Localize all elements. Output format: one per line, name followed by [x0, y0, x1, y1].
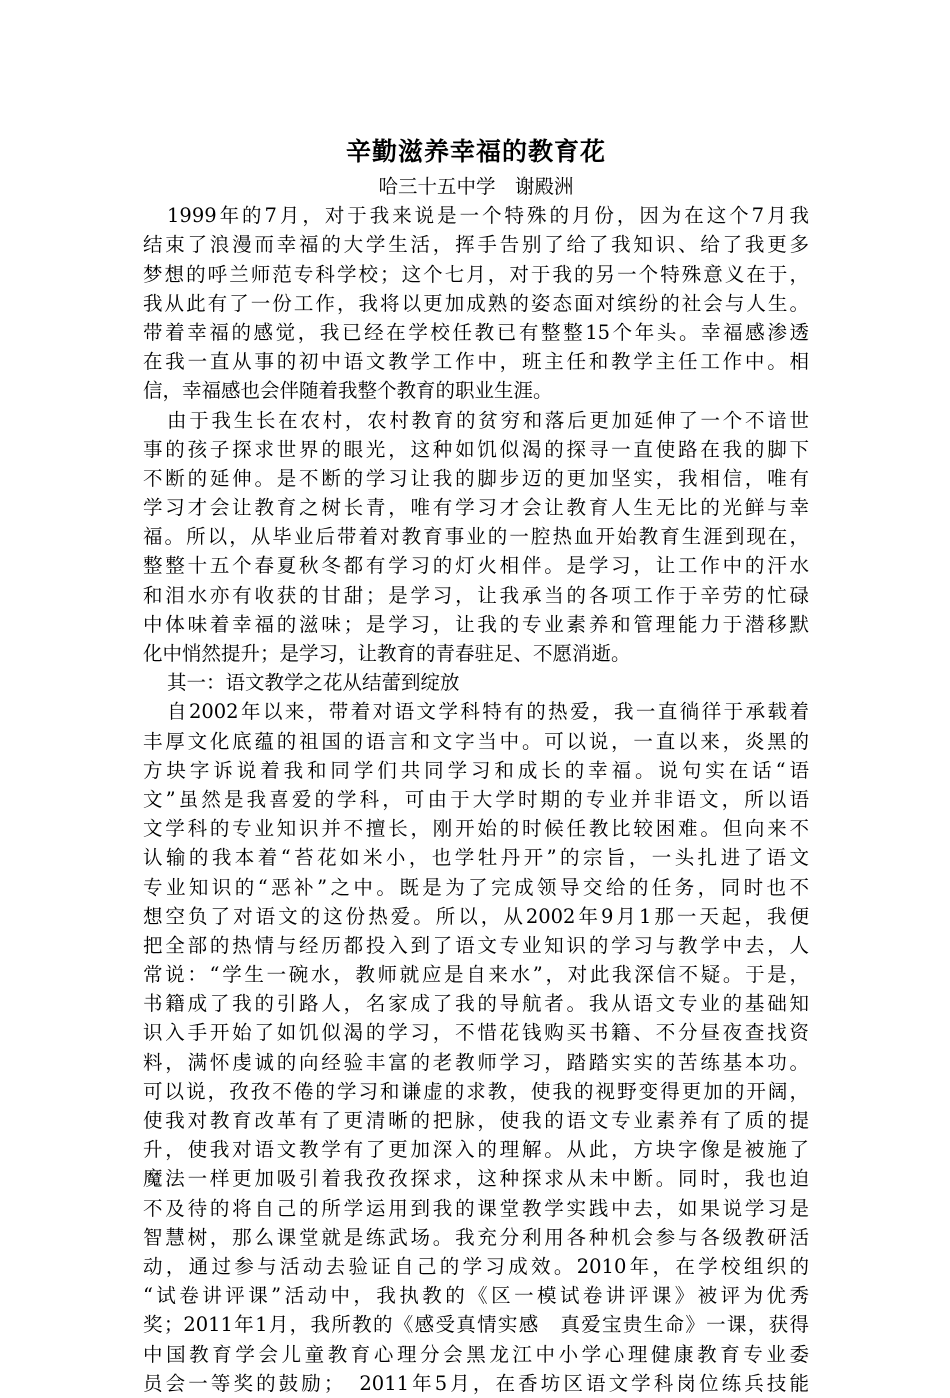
- text-line: 由于我生长在农村，农村教育的贫穷和落后更加延伸了一个不谙世: [167, 408, 809, 432]
- paragraph: [143, 201, 809, 405]
- text-line: 1999年的7月，对于我来说是一个特殊的月份，因为在这个7月我: [167, 204, 809, 228]
- text-line: 信，幸福感也会伴随着我整个教育的职业生涯。: [143, 379, 553, 403]
- text-line: 员会一等奖的鼓励； 2011年5月，在香坊区语文学科岗位练兵技能: [143, 1371, 809, 1395]
- author-byline: 哈三十五中学 谢殿洲: [378, 175, 574, 198]
- text-line: 把全部的热情与经历都投入到了语文专业知识的学习与教学中去，人: [143, 933, 809, 957]
- text-line: 中体味着幸福的滋味；是学习，让我的专业素养和管理能力于潜移默: [143, 612, 809, 636]
- text-line: 不及待的将自己的所学运用到我的课堂教学实践中去，如果说学习是: [143, 1196, 809, 1220]
- text-line: 在我一直从事的初中语文教学工作中，班主任和教学主任工作中。相: [143, 350, 809, 374]
- text-line: 认输的我本着“苔花如米小，也学牡丹开”的宗旨，一头扎进了语文: [143, 846, 809, 870]
- text-line: 带着幸福的感觉，我已经在学校任教已有整整15个年头。幸福感渗透: [143, 320, 809, 344]
- paragraph: [143, 406, 809, 669]
- text-line: 想空负了对语文的这份热爱。所以，从2002年9月1那一天起，我便: [143, 904, 809, 928]
- document-title: 辛勤滋养幸福的教育花: [345, 137, 606, 166]
- text-line: 不断的延伸。是不断的学习让我的脚步迈的更加坚实，我相信，唯有: [143, 466, 809, 490]
- text-line: 结束了浪漫而幸福的大学生活，挥手告别了给了我知识、给了我更多: [143, 233, 809, 257]
- text-line: 梦想的呼兰师范专科学校；这个七月，对于我的另一个特殊意义在于，: [143, 262, 809, 286]
- text-line: 使我对教育改革有了更清晰的把脉，使我的语文专业素养有了质的提: [143, 1109, 809, 1133]
- text-line: “试卷讲评课”活动中，我执教的《区一模试卷讲评课》被评为优秀: [143, 1284, 809, 1308]
- text-line: 我从此有了一份工作，我将以更加成熟的姿态面对缤纷的社会与人生。: [143, 291, 809, 315]
- document-body: [143, 201, 809, 1398]
- text-line: 料，满怀虔诚的向经验丰富的老教师学习，踏踏实实的苦练基本功。: [143, 1050, 809, 1074]
- text-line: 自2002年以来，带着对语文学科特有的热爱，我一直徜徉于承载着: [167, 700, 809, 724]
- text-line: 其一：语文教学之花从结蕾到绽放: [167, 671, 460, 695]
- paragraph: [143, 668, 809, 697]
- text-line: 常说：“学生一碗水，教师就应是自来水”，对此我深信不疑。于是，: [143, 963, 809, 987]
- paragraph: [143, 697, 809, 1398]
- document-page: [143, 132, 809, 1398]
- text-line: 化中悄然提升；是学习，让教育的青春驻足、不愿消逝。: [143, 642, 631, 666]
- text-line: 文学科的专业知识并不擅长，刚开始的时候任教比较困难。但向来不: [143, 817, 809, 841]
- text-line: 福。所以，从毕业后带着对教育事业的一腔热血开始教育生涯到现在，: [143, 525, 809, 549]
- text-line: 识入手开始了如饥似渴的学习，不惜花钱购买书籍、不分昼夜查找资: [143, 1021, 809, 1045]
- text-line: 学习才会让教育之树长青，唯有学习才会让教育人生无比的光鲜与幸: [143, 496, 809, 520]
- text-line: 丰厚文化底蕴的祖国的语言和文字当中。可以说，一直以来，炎黑的: [143, 729, 809, 753]
- text-line: 智慧树，那么课堂就是练武场。我充分利用各种机会参与各级教研活: [143, 1225, 809, 1249]
- text-line: 中国教育学会儿童教育心理分会黑龙江中小学心理健康教育专业委: [143, 1342, 809, 1366]
- text-line: 书籍成了我的引路人，名家成了我的导航者。我从语文专业的基础知: [143, 992, 809, 1016]
- text-line: 文”虽然是我喜爱的学科，可由于大学时期的专业并非语文，所以语: [143, 787, 809, 811]
- text-line: 奖；2011年1月，我所教的《感受真情实感 真爱宝贵生命》一课，获得: [143, 1313, 809, 1337]
- text-line: 专业知识的“恶补”之中。既是为了完成领导交给的任务，同时也不: [143, 875, 809, 899]
- text-line: 和泪水亦有收获的甘甜；是学习，让我承当的各项工作于辛劳的忙碌: [143, 583, 809, 607]
- text-line: 动，通过参与活动去验证自己的学习成效。2010年，在学校组织的: [143, 1254, 809, 1278]
- text-line: 方块字诉说着我和同学们共同学习和成长的幸福。说句实在话“语: [143, 758, 809, 782]
- text-line: 整整十五个春夏秋冬都有学习的灯火相伴。是学习，让工作中的汗水: [143, 554, 809, 578]
- text-line: 可以说，孜孜不倦的学习和谦虚的求教，使我的视野变得更加的开阔，: [143, 1079, 809, 1103]
- text-line: 升，使我对语文教学有了更加深入的理解。从此，方块字像是被施了: [143, 1138, 809, 1162]
- text-line: 事的孩子探求世界的眼光，这种如饥似渴的探寻一直使路在我的脚下: [143, 437, 809, 461]
- text-line: 魔法一样更加吸引着我孜孜探求，这种探求从未中断。同时，我也迫: [143, 1167, 809, 1191]
